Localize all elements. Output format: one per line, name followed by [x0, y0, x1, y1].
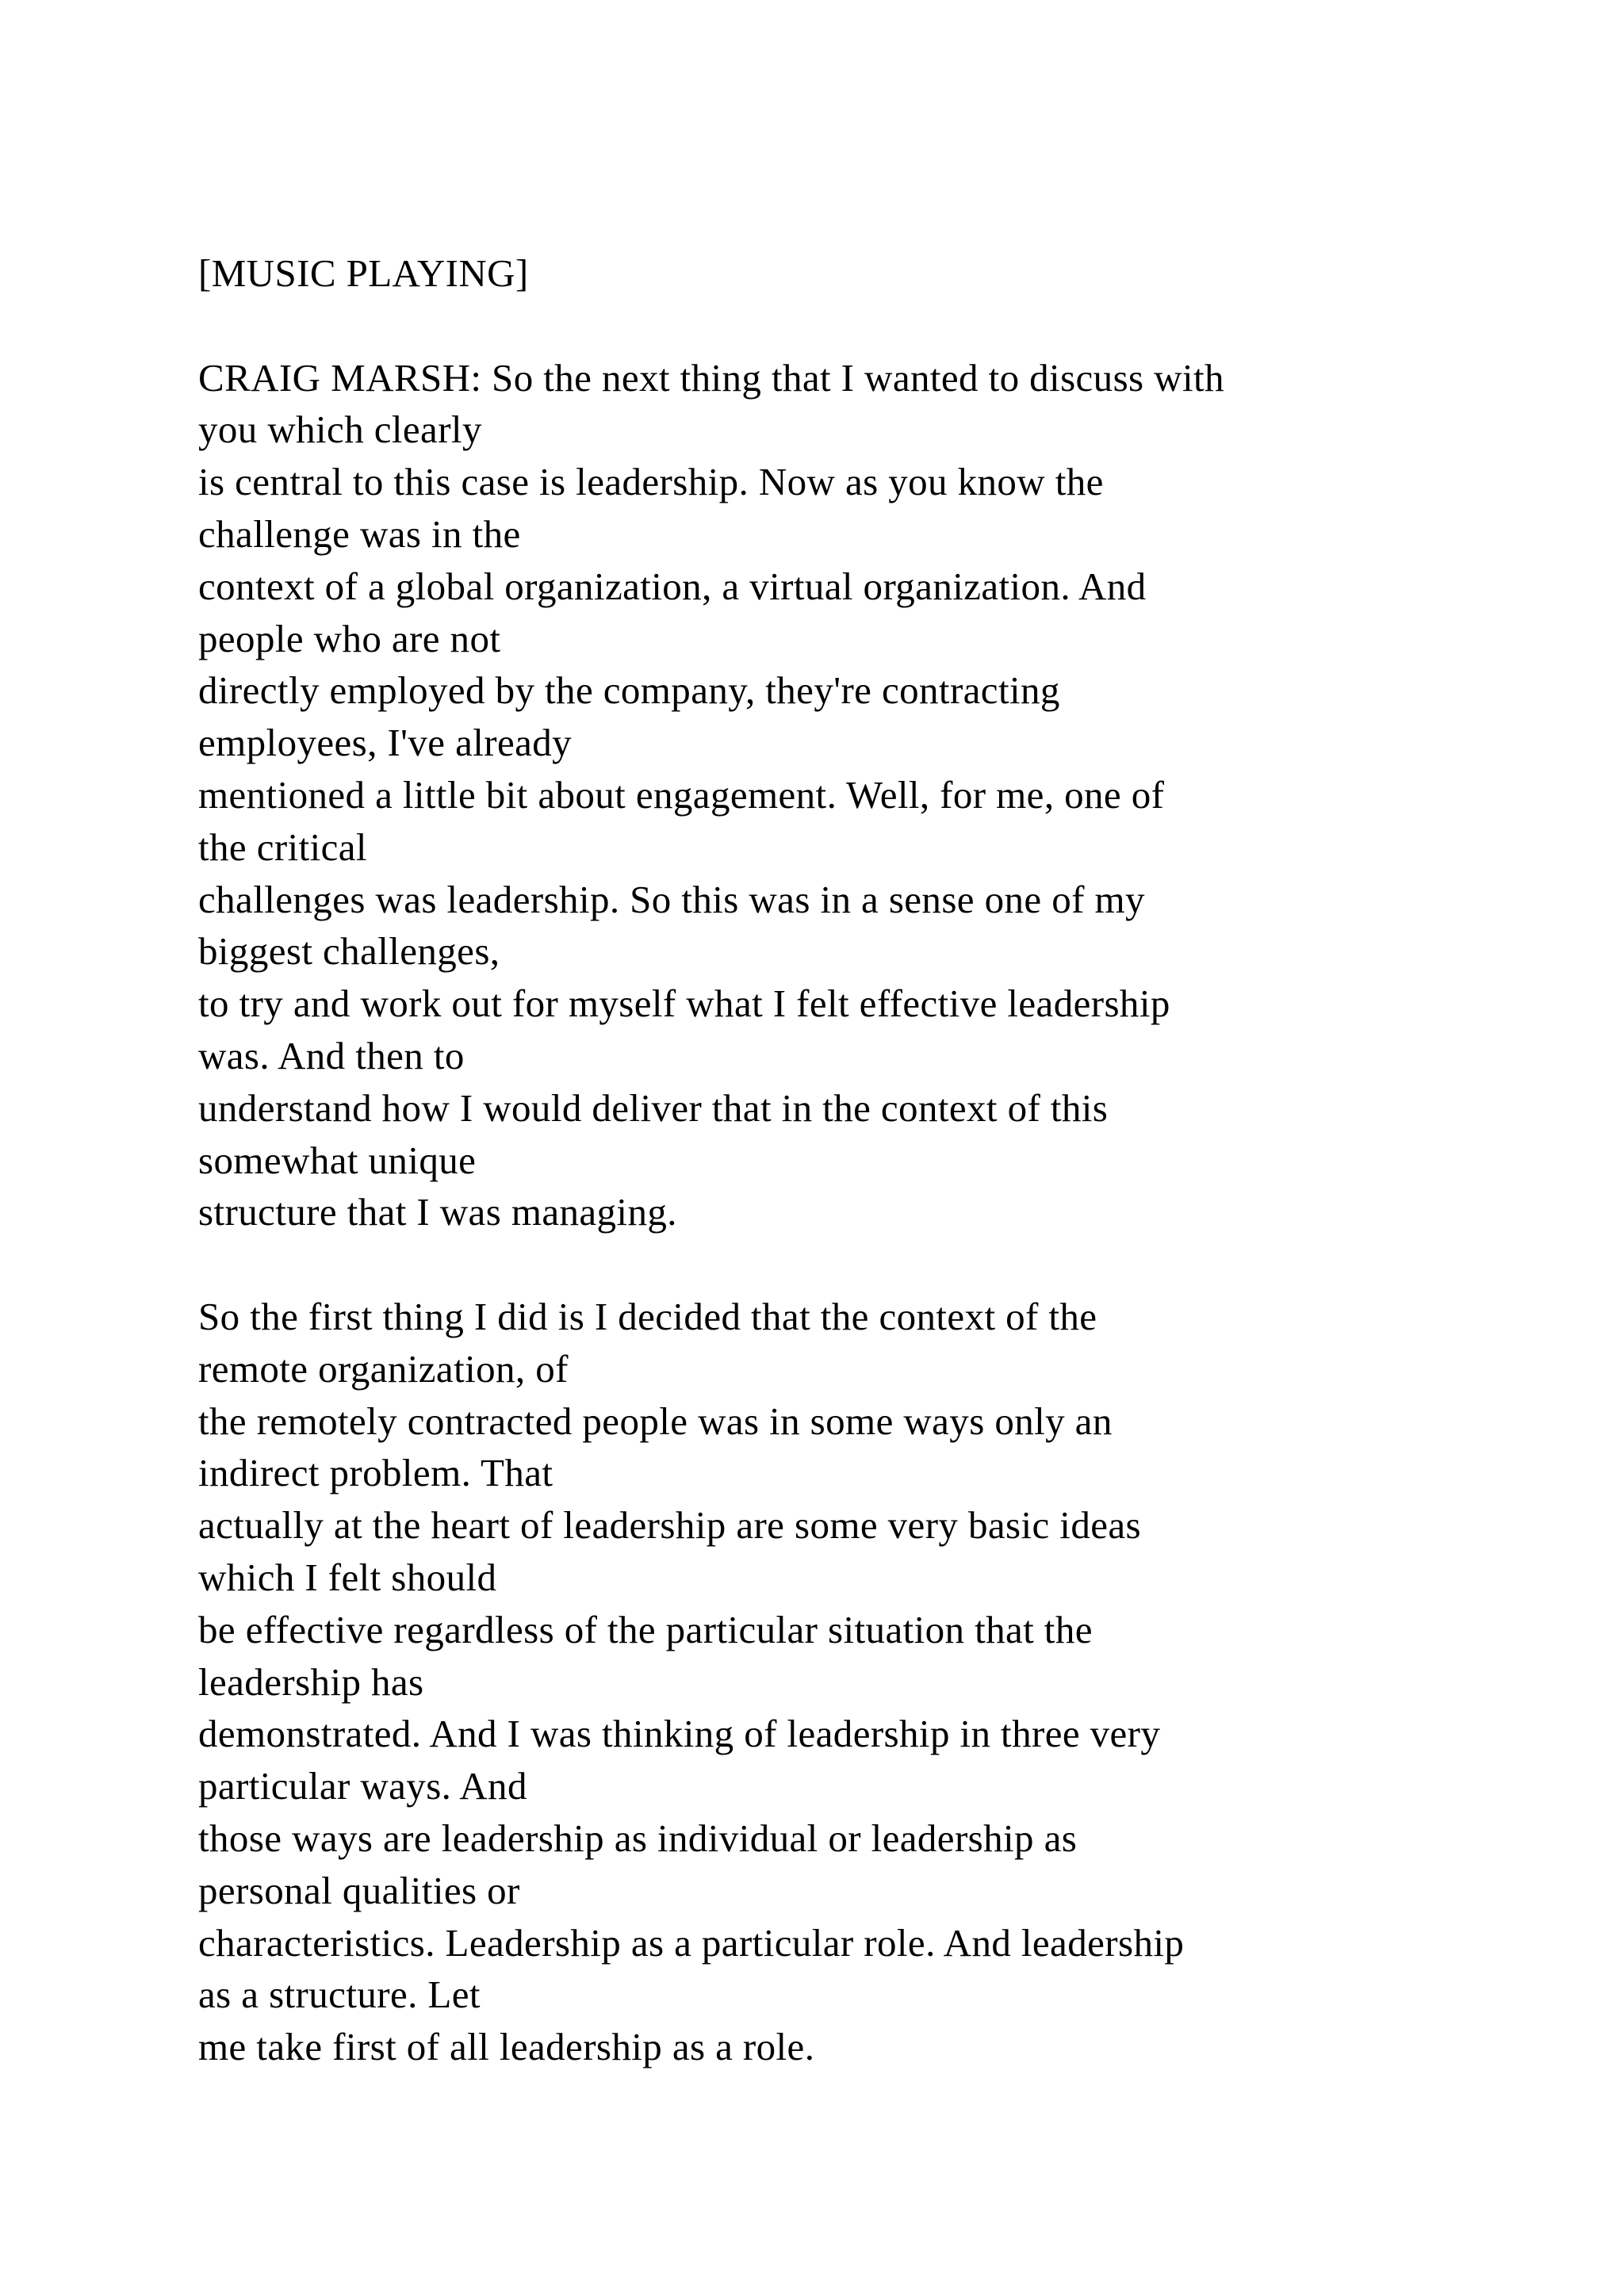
transcript-text — [198, 247, 1546, 2073]
paragraph-spacer — [198, 1238, 1546, 1291]
paragraph-spacer — [198, 300, 1546, 352]
text-line: characteristics. Leadership as a particular role. And leadership — [198, 1920, 1185, 1965]
text-line: demonstrated. And I was thinking of leadership in three very — [198, 1712, 1161, 1756]
text-line: the critical — [198, 825, 367, 869]
text-line: personal qualities or — [198, 1868, 520, 1912]
text-line: as a structure. Let — [198, 1973, 481, 2017]
text-line: [MUSIC PLAYING] — [198, 251, 529, 295]
text-line: you which clearly — [198, 408, 482, 452]
text-line: remote organization, of — [198, 1346, 569, 1391]
text-line: context of a global organization, a virtual organization. And — [198, 564, 1147, 608]
text-line: indirect problem. That — [198, 1451, 553, 1495]
text-line: So the first thing I did is I decided that the context of the — [198, 1294, 1097, 1338]
text-line: people who are not — [198, 616, 501, 660]
text-line: actually at the heart of leadership are some very basic ideas — [198, 1503, 1141, 1548]
text-line: directly employed by the company, they're contracting — [198, 668, 1060, 713]
text-line: be effective regardless of the particular situation that the — [198, 1607, 1093, 1651]
text-line: which I felt should — [198, 1555, 497, 1599]
text-line: particular ways. And — [198, 1764, 527, 1808]
text-line: biggest challenges, — [198, 929, 500, 974]
text-line: leadership has — [198, 1659, 424, 1704]
paragraph-leadership-intro — [198, 352, 1546, 1239]
paragraph-music-cue — [198, 247, 1546, 300]
paragraph-leadership-ways — [198, 1291, 1546, 2073]
text-line: is central to this case is leadership. Now as you know the — [198, 460, 1104, 504]
text-line: mentioned a little bit about engagement. Well, for me, one of — [198, 772, 1165, 817]
text-line: was. And then to — [198, 1033, 465, 1077]
text-line: somewhat unique — [198, 1138, 477, 1182]
text-line: understand how I would deliver that in the context of this — [198, 1085, 1109, 1130]
text-line: me take first of all leadership as a role. — [198, 2025, 815, 2069]
text-line: CRAIG MARSH: So the next thing that I wanted to discuss with — [198, 355, 1224, 400]
text-line: to try and work out for myself what I felt effective leadership — [198, 982, 1170, 1026]
text-line: challenge was in the — [198, 511, 521, 556]
text-line: those ways are leadership as individual or leadership as — [198, 1816, 1078, 1860]
text-line: challenges was leadership. So this was in a sense one of my — [198, 877, 1145, 921]
text-line: employees, I've already — [198, 721, 573, 765]
text-line: structure that I was managing. — [198, 1190, 677, 1234]
text-line: the remotely contracted people was in some ways only an — [198, 1399, 1113, 1443]
